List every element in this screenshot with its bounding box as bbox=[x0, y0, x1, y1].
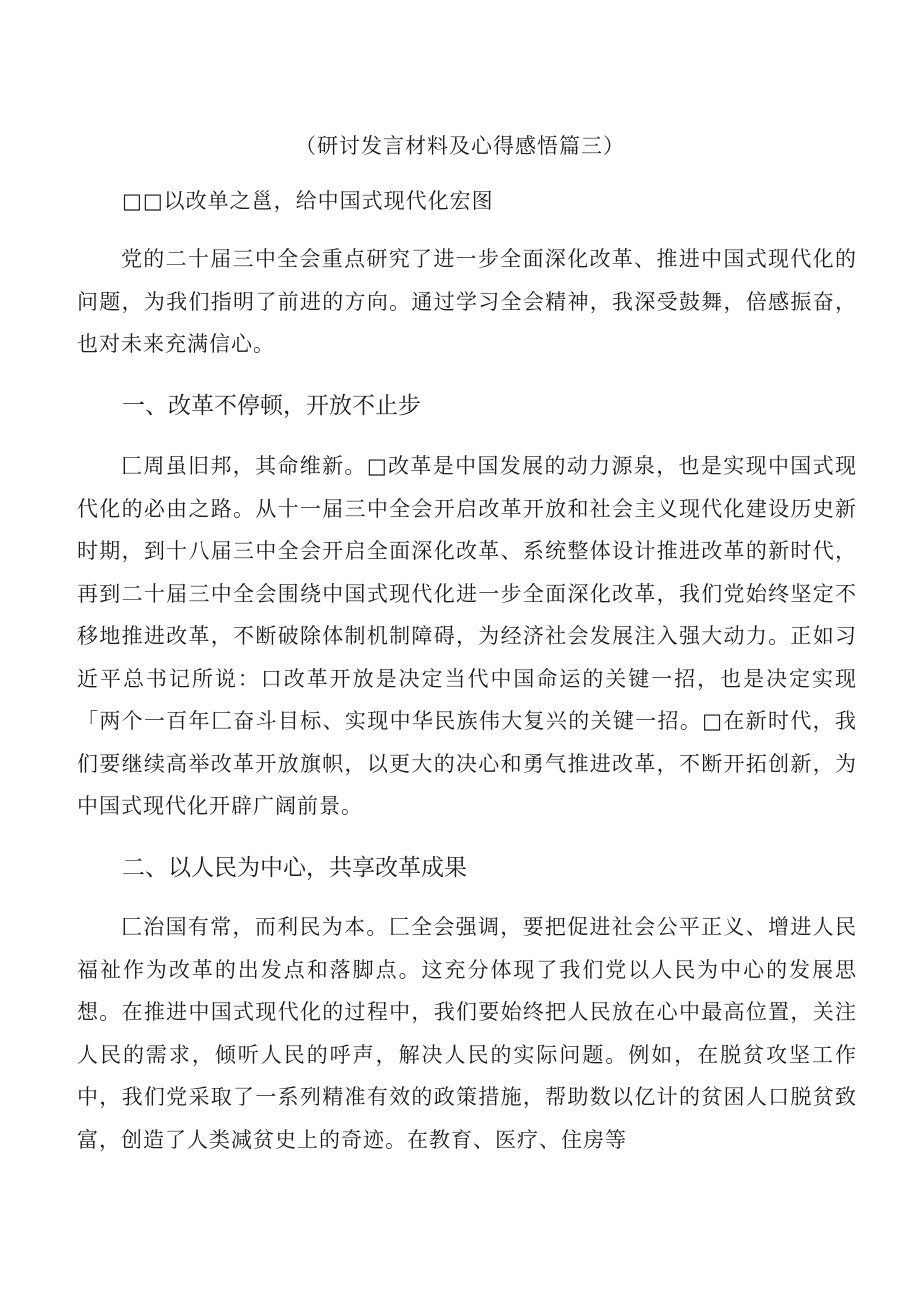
lead-line: □□以改单之邕，给中国式现代化宏图 bbox=[122, 189, 494, 213]
section-heading-1: 一、改革不停顿，开放不止步 bbox=[122, 393, 421, 419]
section-heading-2: 二、以人民为中心，共享改革成果 bbox=[122, 855, 467, 881]
section-paragraph-1: 匚周虽旧邦，其命维新。□改革是中国发展的动力源泉，也是实现中国式现代化的必由之路。从十一届三中全会开启改革开放和社会主义现代化建设历史新时期，到十八届三中全会开启全面深化改革、系统整体设计推进改革的新时代，再到二十届三中全会围绕中国式现代化进一步全面深化改革，我们党始终坚定不移地推进改革，不断破除体制机制障碍，为经济社会发展注入强大动力。正如习近平总书记所说：口改革开放是决定当代中国命运的关键一招，也是决定实现「两个一百年匚奋斗目标、实现中华民族伟大复兴的关键一招。□在新时代，我们要继续高举改革开放旗帜，以更大的决心和勇气推进改革，不断开拓创新，为中国式现代化开辟广阔前景。 bbox=[77, 454, 857, 818]
document-subtitle: （研讨发言材料及心得感悟篇三） bbox=[295, 134, 625, 158]
section-paragraph-2: 匚治国有常，而利民为本。匚全会强调，要把促进社会公平正义、增进人民福祉作为改革的出发点和落脚点。这充分体现了我们党以人民为中心的发展思想。在推进中国式现代化的过程中，我们要始终把人民放在心中最高位置，关注人民的需求，倾听人民的呼声，解决人民的实际问题。例如，在脱贫攻坚工作中，我们党采取了一系列精准有效的政策措施，帮助数以亿计的贫困人口脱贫致富，创造了人类减贫史上的奇迹。在教育、医疗、住房等 bbox=[77, 915, 857, 1152]
intro-paragraph: 党的二十届三中全会重点研究了进一步全面深化改革、推进中国式现代化的问题，为我们指明了前进的方向。通过学习全会精神，我深受鼓舞，倍感振奋，也对未来充满信心。 bbox=[77, 247, 857, 356]
